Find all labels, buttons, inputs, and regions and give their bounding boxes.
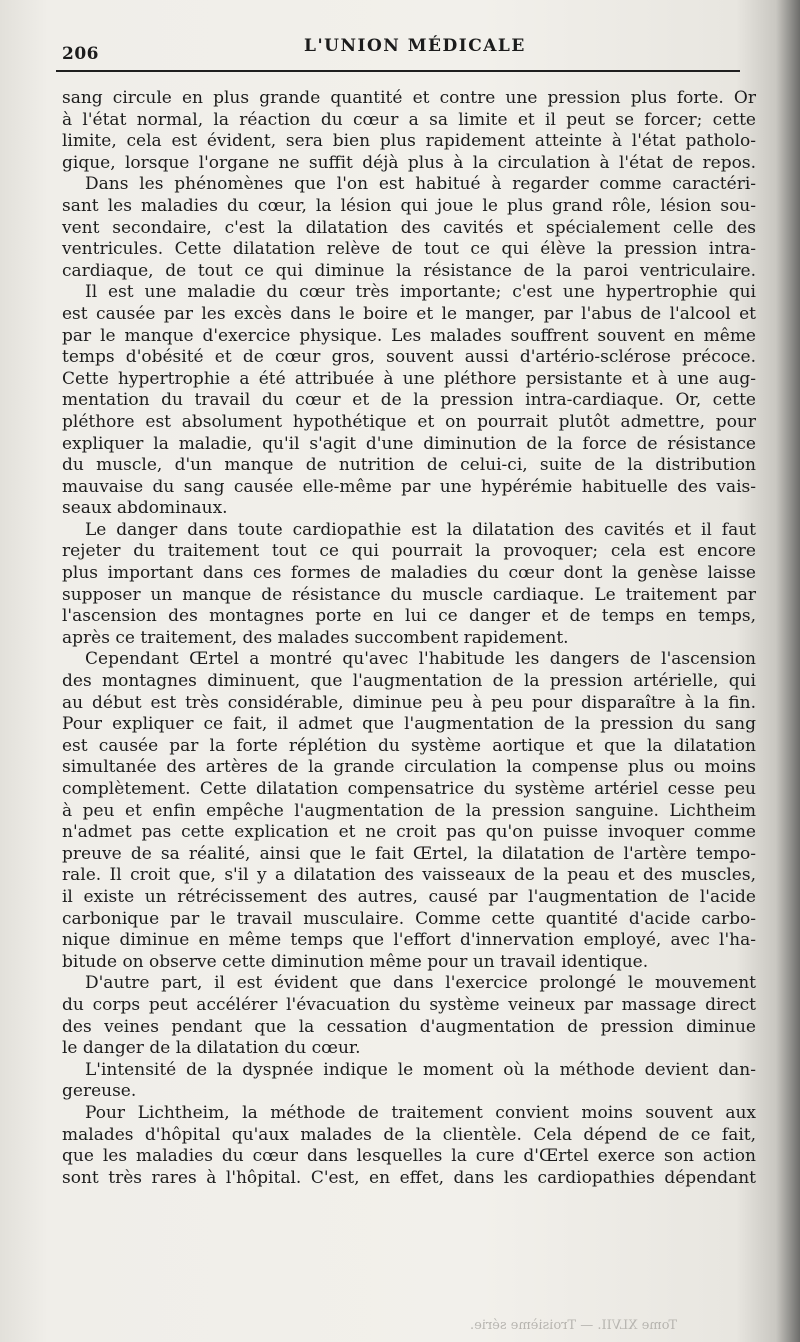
text-line: Cette hypertrophie a été attribuée à une pléthore persistante et à une aug- <box>62 368 756 389</box>
text-line: pléthore est absolument hypothétique et on pourrait plutôt admettre, pour <box>62 411 756 432</box>
text-line: est causée par les excès dans le boire et le manger, par l'abus de l'alcool et <box>62 303 756 324</box>
page-header <box>62 34 738 62</box>
text-line: expliquer la maladie, qu'il s'agit d'une diminution de la force de résistance <box>62 433 756 454</box>
text-line: sant les maladies du cœur, la lésion qui joue le plus grand rôle, lésion sou- <box>62 195 756 216</box>
text-line: rale. Il croit que, s'il y a dilatation des vaisseaux de la peau et des muscles, <box>62 865 756 886</box>
running-title: L'UNION MÉDICALE <box>304 36 526 56</box>
text-line: sont très rares à l'hôpital. C'est, en effet, dans les cardiopathies dépendant <box>62 1167 756 1188</box>
text-line: Pour Lichtheim, la méthode de traitement convient moins souvent aux <box>85 1102 756 1123</box>
text-line: simultanée des artères de la grande circulation la compense plus ou moins <box>62 757 756 778</box>
text-line: Pour expliquer ce fait, il admet que l'augmentation de la pression du sang <box>62 714 756 735</box>
text-line: nique diminue en même temps que l'effort d'innervation employé, avec l'ha- <box>62 930 756 951</box>
text-line: supposer un manque de résistance du muscle cardiaque. Le traitement par <box>62 584 756 605</box>
text-line: plus important dans ces formes de maladies du cœur dont la genèse laisse <box>62 563 756 584</box>
text-line: bitude on observe cette diminution même pour un travail identique. <box>62 951 649 972</box>
text-line: l'ascension des montagnes porte en lui ce danger et de temps en temps, <box>62 606 756 627</box>
text-line: gereuse. <box>62 1081 137 1102</box>
text-line: mentation du travail du cœur et de la pression intra-cardiaque. Or, cette <box>62 390 756 411</box>
text-line: complètement. Cette dilatation compensatrice du système artériel cesse peu <box>62 779 756 799</box>
text-line: D'autre part, il est évident que dans l'exercice prolongé le mouvement <box>85 973 756 994</box>
text-line: seaux abdominaux. <box>62 498 228 519</box>
text-line: ventricules. Cette dilatation relève de tout ce qui élève la pression intra- <box>62 239 756 260</box>
page-footer: Tome XLVII. — Troisième série. <box>470 1318 678 1333</box>
text-line: Cependant Œrtel a montré qu'avec l'habitude les dangers de l'ascension <box>85 649 756 670</box>
text-line: à l'état normal, la réaction du cœur a sa limite et il peut se forcer; cette <box>62 109 756 130</box>
text-line: du muscle, d'un manque de nutrition de celui-ci, suite de la distribution <box>62 455 756 476</box>
text-line: des veines pendant que la cessation d'augmentation de pression diminue <box>62 1016 756 1037</box>
text-line: preuve de sa réalité, ainsi que le fait Œrtel, la dilatation de l'artère tempo- <box>62 843 756 864</box>
text-line: au début est très considérable, diminue peu à peu pour disparaître à la fin. <box>62 692 756 713</box>
header-rule <box>56 70 740 72</box>
body-text <box>62 88 756 1189</box>
text-line: du corps peut accélérer l'évacuation du système veineux par massage direct <box>62 994 756 1015</box>
text-line: par le manque d'exercice physique. Les malades souffrent souvent en même <box>62 325 756 346</box>
text-line: n'admet pas cette explication et ne croit pas qu'on puisse invoquer comme <box>62 822 756 843</box>
text-line: que les maladies du cœur dans lesquelles la cure d'Œrtel exerce son action <box>62 1146 756 1167</box>
text-line: rejeter du traitement tout ce qui pourrait la provoquer; cela est encore <box>62 541 756 562</box>
page-number: 206 <box>62 44 99 64</box>
text-line: L'intensité de la dyspnée indique le moment où la méthode devient dan- <box>85 1059 756 1080</box>
text-line: mauvaise du sang causée elle-même par une hypérémie habituelle des vais- <box>62 476 756 497</box>
text-line: le danger de la dilatation du cœur. <box>62 1038 361 1059</box>
text-line: sang circule en plus grande quantité et contre une pression plus forte. Or <box>62 88 756 108</box>
text-line: des montagnes diminuent, que l'augmentation de la pression artérielle, qui <box>62 671 756 692</box>
text-line: gique, lorsque l'organe ne suffit déjà plus à la circulation à l'état de repos. <box>62 152 756 173</box>
text-line: après ce traitement, des malades succombent rapidement. <box>62 627 569 648</box>
text-line: malades d'hôpital qu'aux malades de la clientèle. Cela dépend de ce fait, <box>62 1124 756 1145</box>
text-line: Dans les phénomènes que l'on est habitué à regarder comme caractéri- <box>85 174 756 195</box>
text-line: est causée par la forte réplétion du système aortique et que la dilatation <box>62 735 756 756</box>
text-line: temps d'obésité et de cœur gros, souvent aussi d'artério-sclérose précoce. <box>62 347 756 368</box>
text-line: à peu et enfin empêche l'augmentation de la pression sanguine. Lichtheim <box>62 800 756 821</box>
text-line: cardiaque, de tout ce qui diminue la résistance de la paroi ventriculaire. <box>62 260 756 281</box>
text-line: Le danger dans toute cardiopathie est la dilatation des cavités et il faut <box>85 519 756 540</box>
text-line: carbonique par le travail musculaire. Comme cette quantité d'acide carbo- <box>62 908 756 929</box>
text-line: vent secondaire, c'est la dilatation des cavités et spécialement celle des <box>62 217 756 238</box>
text-line: il existe un rétrécissement des autres, causé par l'augmentation de l'acide <box>62 886 756 907</box>
text-line: limite, cela est évident, sera bien plus rapidement atteinte à l'état patholo- <box>62 131 756 152</box>
text-line: Il est une maladie du cœur très importante; c'est une hypertrophie qui <box>85 282 756 303</box>
